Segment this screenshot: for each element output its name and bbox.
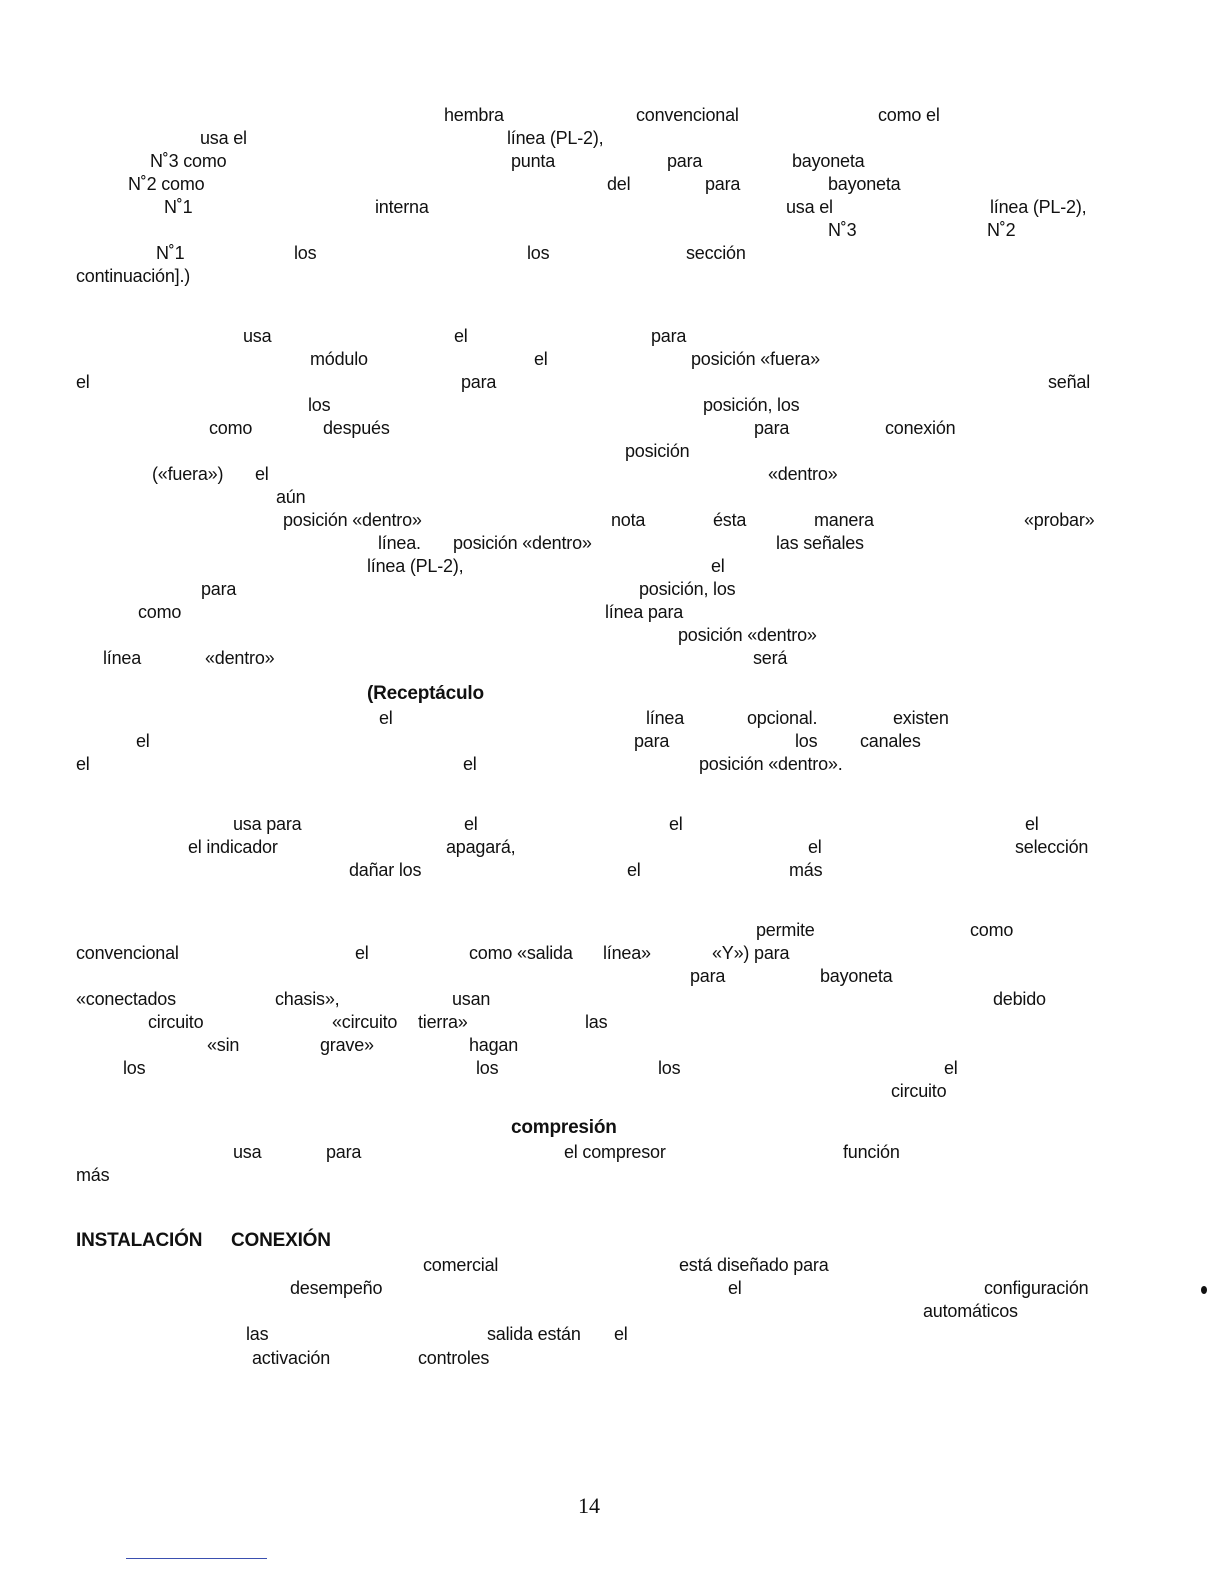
word: opcional. bbox=[747, 708, 818, 728]
word: nota bbox=[611, 510, 646, 530]
word: manera bbox=[814, 510, 874, 530]
word: el bbox=[136, 731, 150, 751]
word: activación bbox=[252, 1348, 331, 1368]
word: aún bbox=[276, 487, 306, 507]
word: como el bbox=[878, 105, 940, 125]
word: el indicador bbox=[188, 837, 278, 857]
word: bayoneta bbox=[820, 966, 893, 986]
word: línea bbox=[103, 648, 142, 668]
word: como bbox=[138, 602, 182, 622]
word: «sin bbox=[207, 1035, 240, 1055]
word: del bbox=[607, 174, 631, 194]
word: «Y») para bbox=[712, 943, 790, 963]
word: el bbox=[464, 814, 478, 834]
word: usa bbox=[243, 326, 272, 346]
word: selección bbox=[1015, 837, 1089, 857]
word: módulo bbox=[310, 349, 368, 369]
word: el bbox=[454, 326, 468, 346]
word: circuito bbox=[891, 1081, 947, 1101]
word: apagará, bbox=[446, 837, 516, 857]
word: chasis», bbox=[275, 989, 340, 1009]
word: grave» bbox=[320, 1035, 374, 1055]
word: línea. bbox=[378, 533, 421, 553]
word: el bbox=[379, 708, 393, 728]
word: las bbox=[246, 1324, 269, 1344]
section-heading-fragment: (Receptáculo bbox=[367, 683, 484, 704]
word: más bbox=[789, 860, 823, 880]
word: el bbox=[463, 754, 477, 774]
word: línea (PL-2), bbox=[367, 556, 464, 576]
word: («fuera») bbox=[152, 464, 224, 484]
word: permite bbox=[756, 920, 815, 940]
word: existen bbox=[893, 708, 949, 728]
word: posición, los bbox=[639, 579, 736, 599]
word: después bbox=[323, 418, 390, 438]
footnote-rule bbox=[126, 1558, 267, 1559]
word: el bbox=[614, 1324, 628, 1344]
word: automáticos bbox=[923, 1301, 1018, 1321]
word: el compresor bbox=[564, 1142, 666, 1162]
section-heading-instalacion: INSTALACIÓN bbox=[76, 1230, 203, 1251]
word: línea para bbox=[605, 602, 684, 622]
word: más bbox=[76, 1165, 110, 1185]
page-number: 14 bbox=[578, 1493, 600, 1518]
word: «dentro» bbox=[768, 464, 838, 484]
word: controles bbox=[418, 1348, 490, 1368]
word: línea (PL-2), bbox=[990, 197, 1087, 217]
word: el bbox=[711, 556, 725, 576]
word: está diseñado para bbox=[679, 1255, 829, 1275]
word: usa el bbox=[200, 128, 247, 148]
word: posición «fuera» bbox=[691, 349, 820, 369]
word: será bbox=[753, 648, 788, 668]
word: el bbox=[728, 1278, 742, 1298]
word: los bbox=[658, 1058, 681, 1078]
word: salida están bbox=[487, 1324, 581, 1344]
word: señal bbox=[1048, 372, 1091, 392]
word: para bbox=[705, 174, 741, 194]
word: posición «dentro» bbox=[453, 533, 592, 553]
word: «conectados bbox=[76, 989, 176, 1009]
word: posición, los bbox=[703, 395, 800, 415]
word: hembra bbox=[444, 105, 504, 125]
word: N˚3 como bbox=[150, 151, 227, 171]
word: los bbox=[476, 1058, 499, 1078]
word: conexión bbox=[885, 418, 956, 438]
word: bayoneta bbox=[792, 151, 865, 171]
word: los bbox=[795, 731, 818, 751]
section-heading-conexion: CONEXIÓN bbox=[231, 1230, 331, 1251]
word: tierra» bbox=[418, 1012, 468, 1032]
word: «circuito bbox=[332, 1012, 398, 1032]
word: el bbox=[944, 1058, 958, 1078]
word: para bbox=[326, 1142, 362, 1162]
word: N˚1 bbox=[156, 243, 185, 263]
word: usa para bbox=[233, 814, 302, 834]
word: interna bbox=[375, 197, 429, 217]
word: hagan bbox=[469, 1035, 519, 1055]
word: para bbox=[667, 151, 703, 171]
word: bayoneta bbox=[828, 174, 901, 194]
word: N˚1 bbox=[164, 197, 193, 217]
word: función bbox=[843, 1142, 900, 1162]
word: circuito bbox=[148, 1012, 204, 1032]
word: línea (PL-2), bbox=[507, 128, 604, 148]
word: «dentro» bbox=[205, 648, 275, 668]
word: línea bbox=[646, 708, 685, 728]
word: el bbox=[76, 372, 90, 392]
word: N˚2 bbox=[987, 220, 1016, 240]
word: ésta bbox=[713, 510, 747, 530]
word: como bbox=[970, 920, 1014, 940]
word: posición «dentro» bbox=[678, 625, 817, 645]
word: los bbox=[294, 243, 317, 263]
word: el bbox=[255, 464, 269, 484]
word: «probar» bbox=[1024, 510, 1095, 530]
word: N˚3 bbox=[828, 220, 857, 240]
word: los bbox=[308, 395, 331, 415]
word: el bbox=[669, 814, 683, 834]
word: para bbox=[461, 372, 497, 392]
word: el bbox=[808, 837, 822, 857]
word: debido bbox=[993, 989, 1046, 1009]
word: posición «dentro» bbox=[283, 510, 422, 530]
word: canales bbox=[860, 731, 921, 751]
word: N˚2 como bbox=[128, 174, 205, 194]
word: usan bbox=[452, 989, 491, 1009]
word: desempeño bbox=[290, 1278, 383, 1298]
word: para bbox=[201, 579, 237, 599]
word: continuación].) bbox=[76, 266, 191, 286]
word: para bbox=[634, 731, 670, 751]
word: línea» bbox=[603, 943, 651, 963]
word: posición «dentro». bbox=[699, 754, 843, 774]
word: punta bbox=[511, 151, 556, 171]
word: las señales bbox=[776, 533, 864, 553]
word: el bbox=[627, 860, 641, 880]
word: el bbox=[1025, 814, 1039, 834]
word: el bbox=[534, 349, 548, 369]
word: los bbox=[527, 243, 550, 263]
word: las bbox=[585, 1012, 608, 1032]
word: para bbox=[651, 326, 687, 346]
word: como «salida bbox=[469, 943, 573, 963]
word: el bbox=[355, 943, 369, 963]
word: posición bbox=[625, 441, 690, 461]
word: el bbox=[76, 754, 90, 774]
margin-mark bbox=[1201, 1286, 1207, 1294]
word: dañar los bbox=[349, 860, 422, 880]
section-heading-fragment: compresión bbox=[511, 1117, 617, 1138]
word: sección bbox=[686, 243, 746, 263]
word: para bbox=[690, 966, 726, 986]
word: usa bbox=[233, 1142, 262, 1162]
word: como bbox=[209, 418, 253, 438]
word: configuración bbox=[984, 1278, 1089, 1298]
word: para bbox=[754, 418, 790, 438]
word: convencional bbox=[636, 105, 739, 125]
word: los bbox=[123, 1058, 146, 1078]
word: convencional bbox=[76, 943, 179, 963]
word: usa el bbox=[786, 197, 833, 217]
word: comercial bbox=[423, 1255, 499, 1275]
